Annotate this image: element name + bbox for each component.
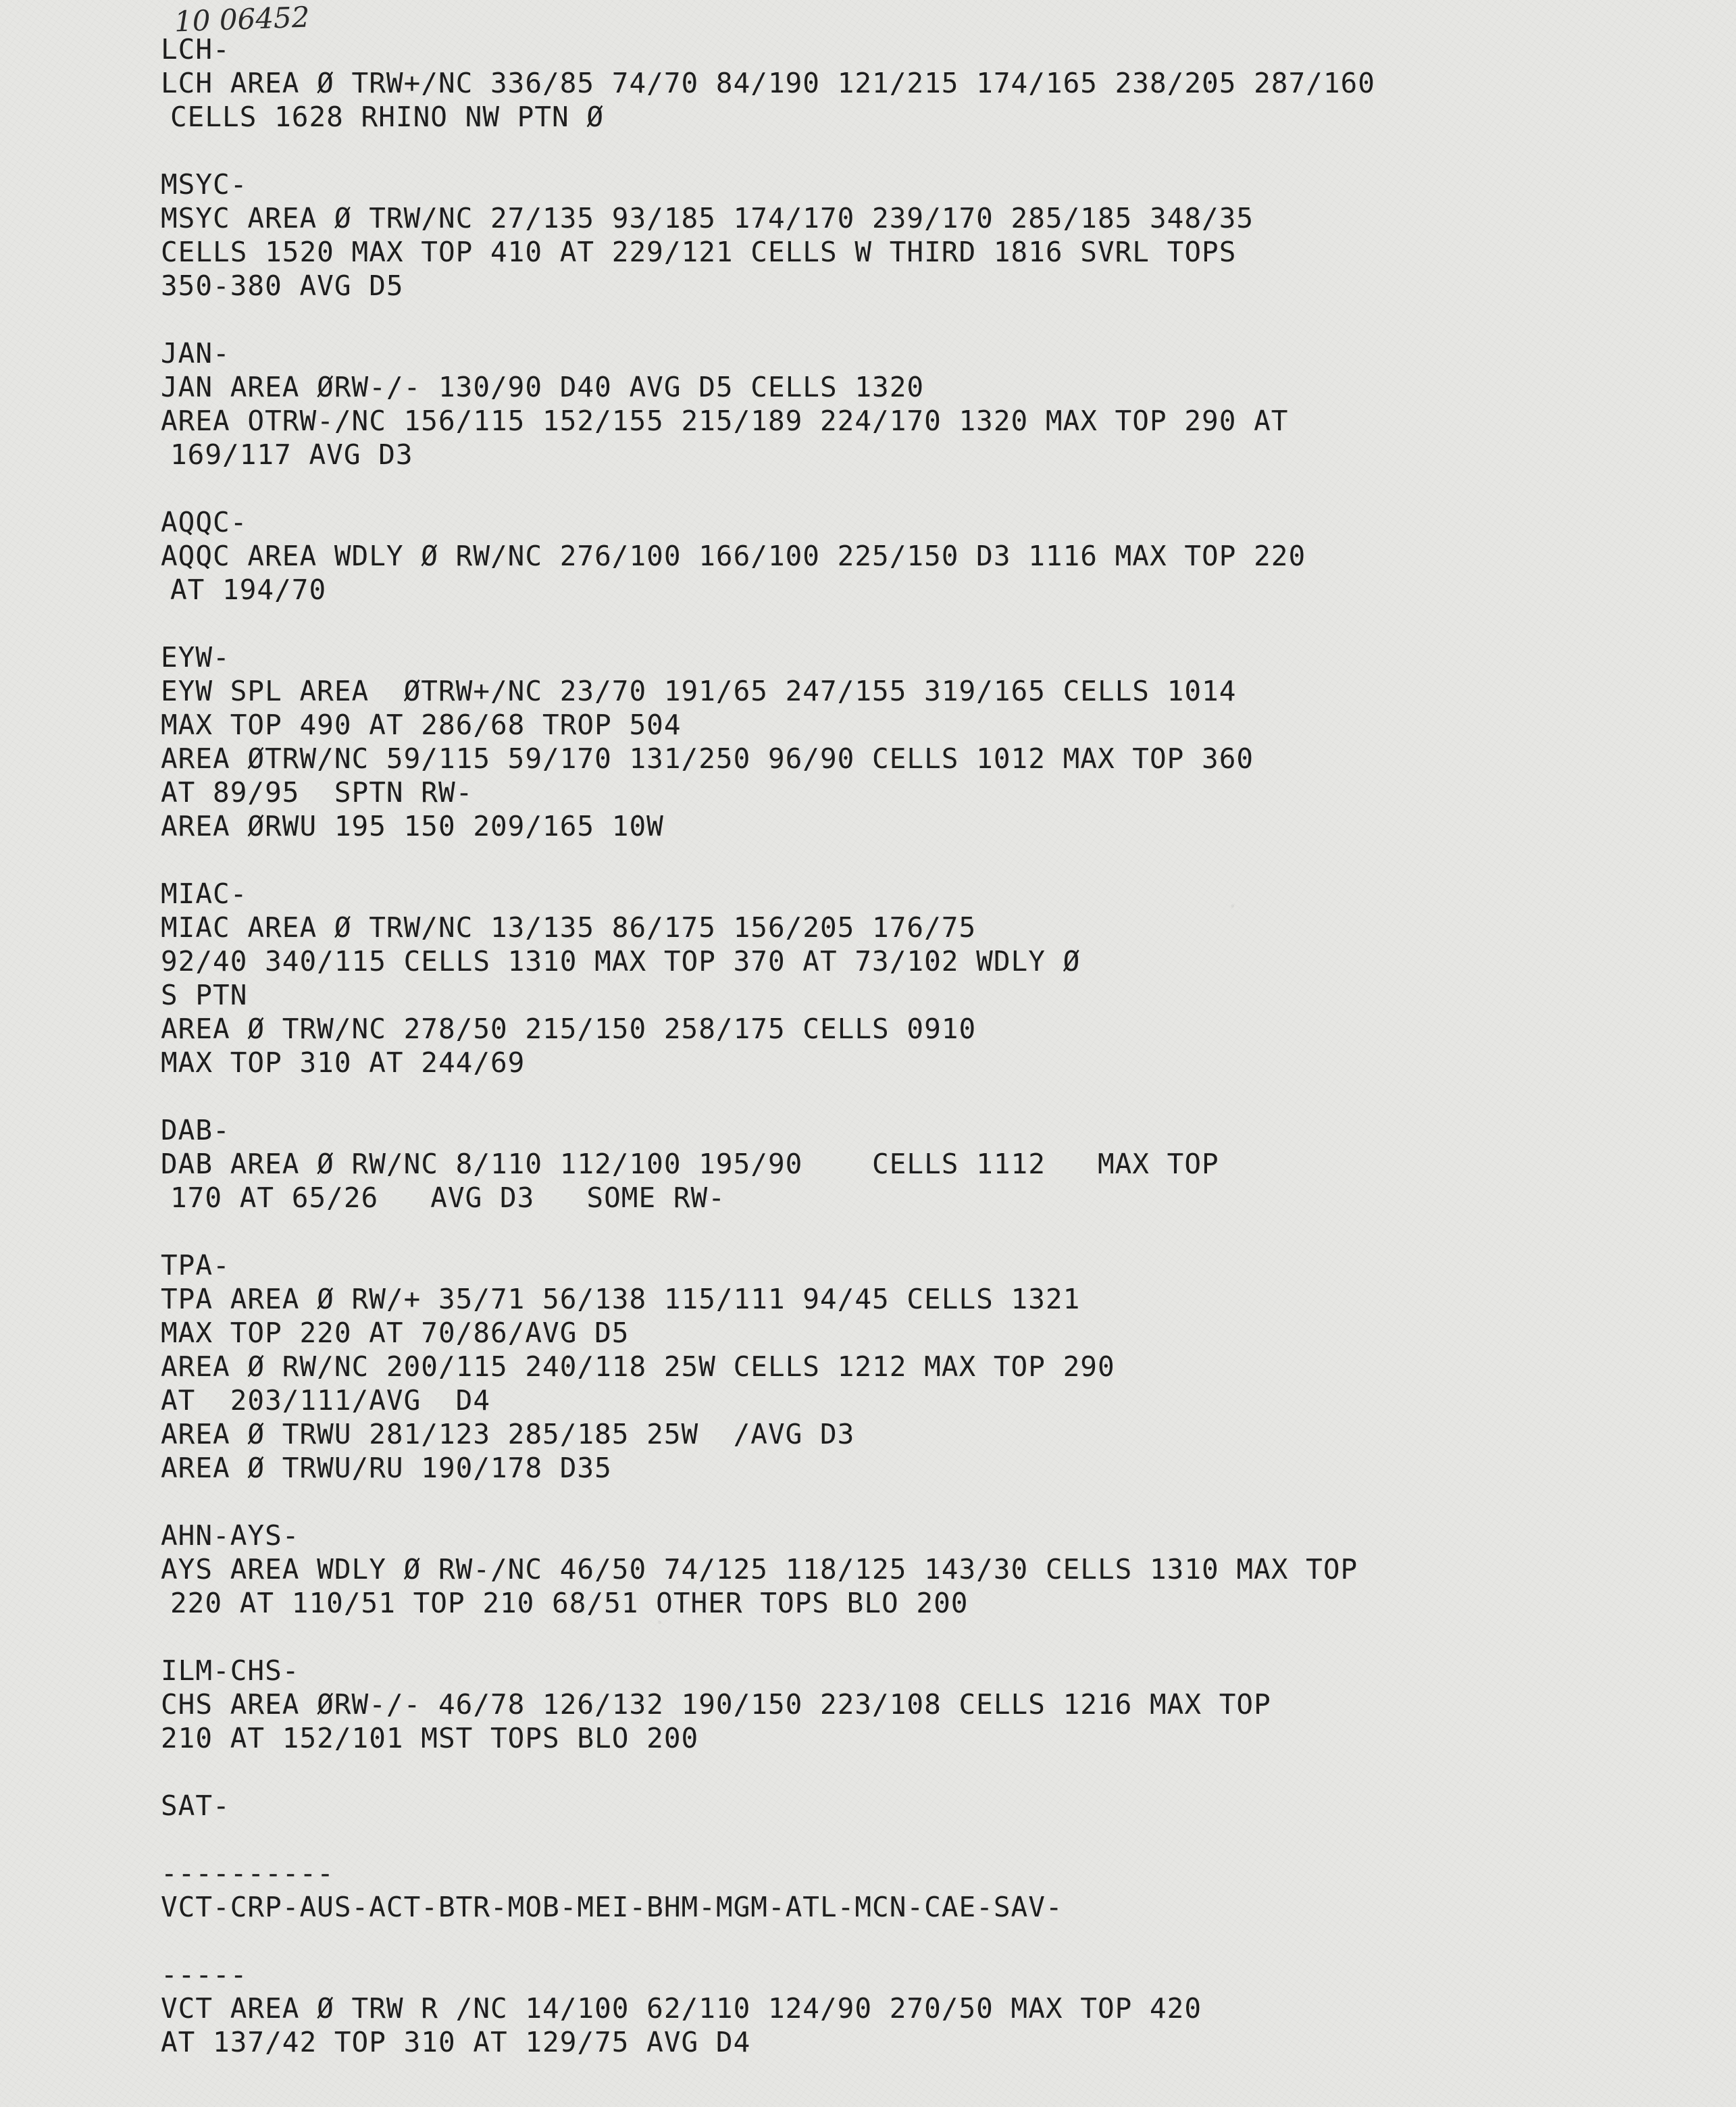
report-line: MAX TOP 220 AT 70/86/AVG D5 bbox=[161, 1317, 630, 1349]
handwritten-reference-number: 10 06452 bbox=[174, 0, 311, 39]
report-line: AREA ØTRW/NC 59/115 59/170 131/250 96/90 CELLS 1012 MAX TOP 360 bbox=[161, 742, 1254, 775]
report-line: AT 203/111/AVG D4 bbox=[161, 1384, 490, 1417]
report-line: AT 137/42 TOP 310 AT 129/75 AVG D4 bbox=[161, 2026, 751, 2058]
report-line: AREA Ø TRWU/RU 190/178 D35 bbox=[161, 1452, 612, 1484]
report-line: EYW SPL AREA ØTRW+/NC 23/70 191/65 247/155 319/165 CELLS 1014 bbox=[161, 675, 1237, 707]
report-line: AREA OTRW-/NC 156/115 152/155 215/189 224/170 1320 MAX TOP 290 AT bbox=[161, 405, 1289, 437]
report-line: MIAC AREA Ø TRW/NC 13/135 86/175 156/205 176/75 bbox=[161, 911, 977, 944]
separator-line: ----- bbox=[161, 1958, 248, 1991]
report-line: AREA Ø TRW/NC 278/50 215/150 258/175 CELLS 0910 bbox=[161, 1013, 977, 1045]
report-line: AT 194/70 bbox=[170, 574, 327, 606]
report-line: VCT AREA Ø TRW R /NC 14/100 62/110 124/90 270/50 MAX TOP 420 bbox=[161, 1992, 1202, 2025]
report-line: TPA AREA Ø RW/+ 35/71 56/138 115/111 94/45 CELLS 1321 bbox=[161, 1283, 1081, 1315]
report-line: MSYC AREA Ø TRW/NC 27/135 93/185 174/170 239/170 285/185 348/35 bbox=[161, 202, 1254, 234]
separator-line: ---------- bbox=[161, 1857, 334, 1889]
report-line: MAX TOP 310 AT 244/69 bbox=[161, 1046, 526, 1079]
report-line: 350-380 AVG D5 bbox=[161, 270, 404, 302]
station-header: SAT- bbox=[161, 1789, 230, 1822]
station-header: JAN- bbox=[161, 337, 230, 370]
report-line: 170 AT 65/26 AVG D3 SOME RW- bbox=[170, 1182, 725, 1214]
report-line: AREA Ø TRWU 281/123 285/185 25W /AVG D3 bbox=[161, 1418, 855, 1450]
station-header: DAB- bbox=[161, 1114, 230, 1146]
report-line: 92/40 340/115 CELLS 1310 MAX TOP 370 AT 73/102 WDLY Ø bbox=[161, 945, 1081, 978]
station-header: EYW- bbox=[161, 641, 230, 674]
report-line: 210 AT 152/101 MST TOPS BLO 200 bbox=[161, 1722, 699, 1754]
report-line: CELLS 1628 RHINO NW PTN Ø bbox=[170, 101, 605, 133]
report-line: AQQC AREA WDLY Ø RW/NC 276/100 166/100 225/150 D3 1116 MAX TOP 220 bbox=[161, 540, 1306, 572]
report-line: LCH AREA Ø TRW+/NC 336/85 74/70 84/190 121/215 174/165 238/205 287/160 bbox=[161, 67, 1375, 99]
weather-report-body bbox=[161, 32, 1647, 2059]
report-line: AREA ØRWU 195 150 209/165 10W bbox=[161, 810, 664, 842]
report-line: 220 AT 110/51 TOP 210 68/51 OTHER TOPS BLO 200 bbox=[170, 1587, 969, 1619]
station-header: ILM-CHS- bbox=[161, 1654, 300, 1687]
station-header: MIAC- bbox=[161, 878, 248, 910]
station-header: AQQC- bbox=[161, 506, 248, 538]
report-line: AREA Ø RW/NC 200/115 240/118 25W CELLS 1212 MAX TOP 290 bbox=[161, 1350, 1115, 1383]
report-line: CHS AREA ØRW-/- 46/78 126/132 190/150 223/108 CELLS 1216 MAX TOP bbox=[161, 1688, 1271, 1721]
station-header: AHN-AYS- bbox=[161, 1519, 300, 1552]
station-header: LCH- bbox=[161, 33, 230, 66]
report-line: 169/117 AVG D3 bbox=[170, 438, 413, 471]
report-line: MAX TOP 490 AT 286/68 TROP 504 bbox=[161, 709, 682, 741]
report-line: AYS AREA WDLY Ø RW-/NC 46/50 74/125 118/125 143/30 CELLS 1310 MAX TOP bbox=[161, 1553, 1358, 1585]
station-header: VCT-CRP-AUS-ACT-BTR-MOB-MEI-BHM-MGM-ATL-MCN-CAE-SAV- bbox=[161, 1891, 1063, 1923]
report-line: S PTN bbox=[161, 979, 248, 1011]
report-line: AT 89/95 SPTN RW- bbox=[161, 776, 474, 809]
report-line: JAN AREA ØRW-/- 130/90 D40 AVG D5 CELLS 1320 bbox=[161, 371, 925, 403]
report-line: CELLS 1520 MAX TOP 410 AT 229/121 CELLS W THIRD 1816 SVRL TOPS bbox=[161, 236, 1237, 268]
report-line: DAB AREA Ø RW/NC 8/110 112/100 195/90 CELLS 1112 MAX TOP bbox=[161, 1148, 1219, 1180]
station-header: MSYC- bbox=[161, 168, 248, 201]
station-header: TPA- bbox=[161, 1249, 230, 1281]
